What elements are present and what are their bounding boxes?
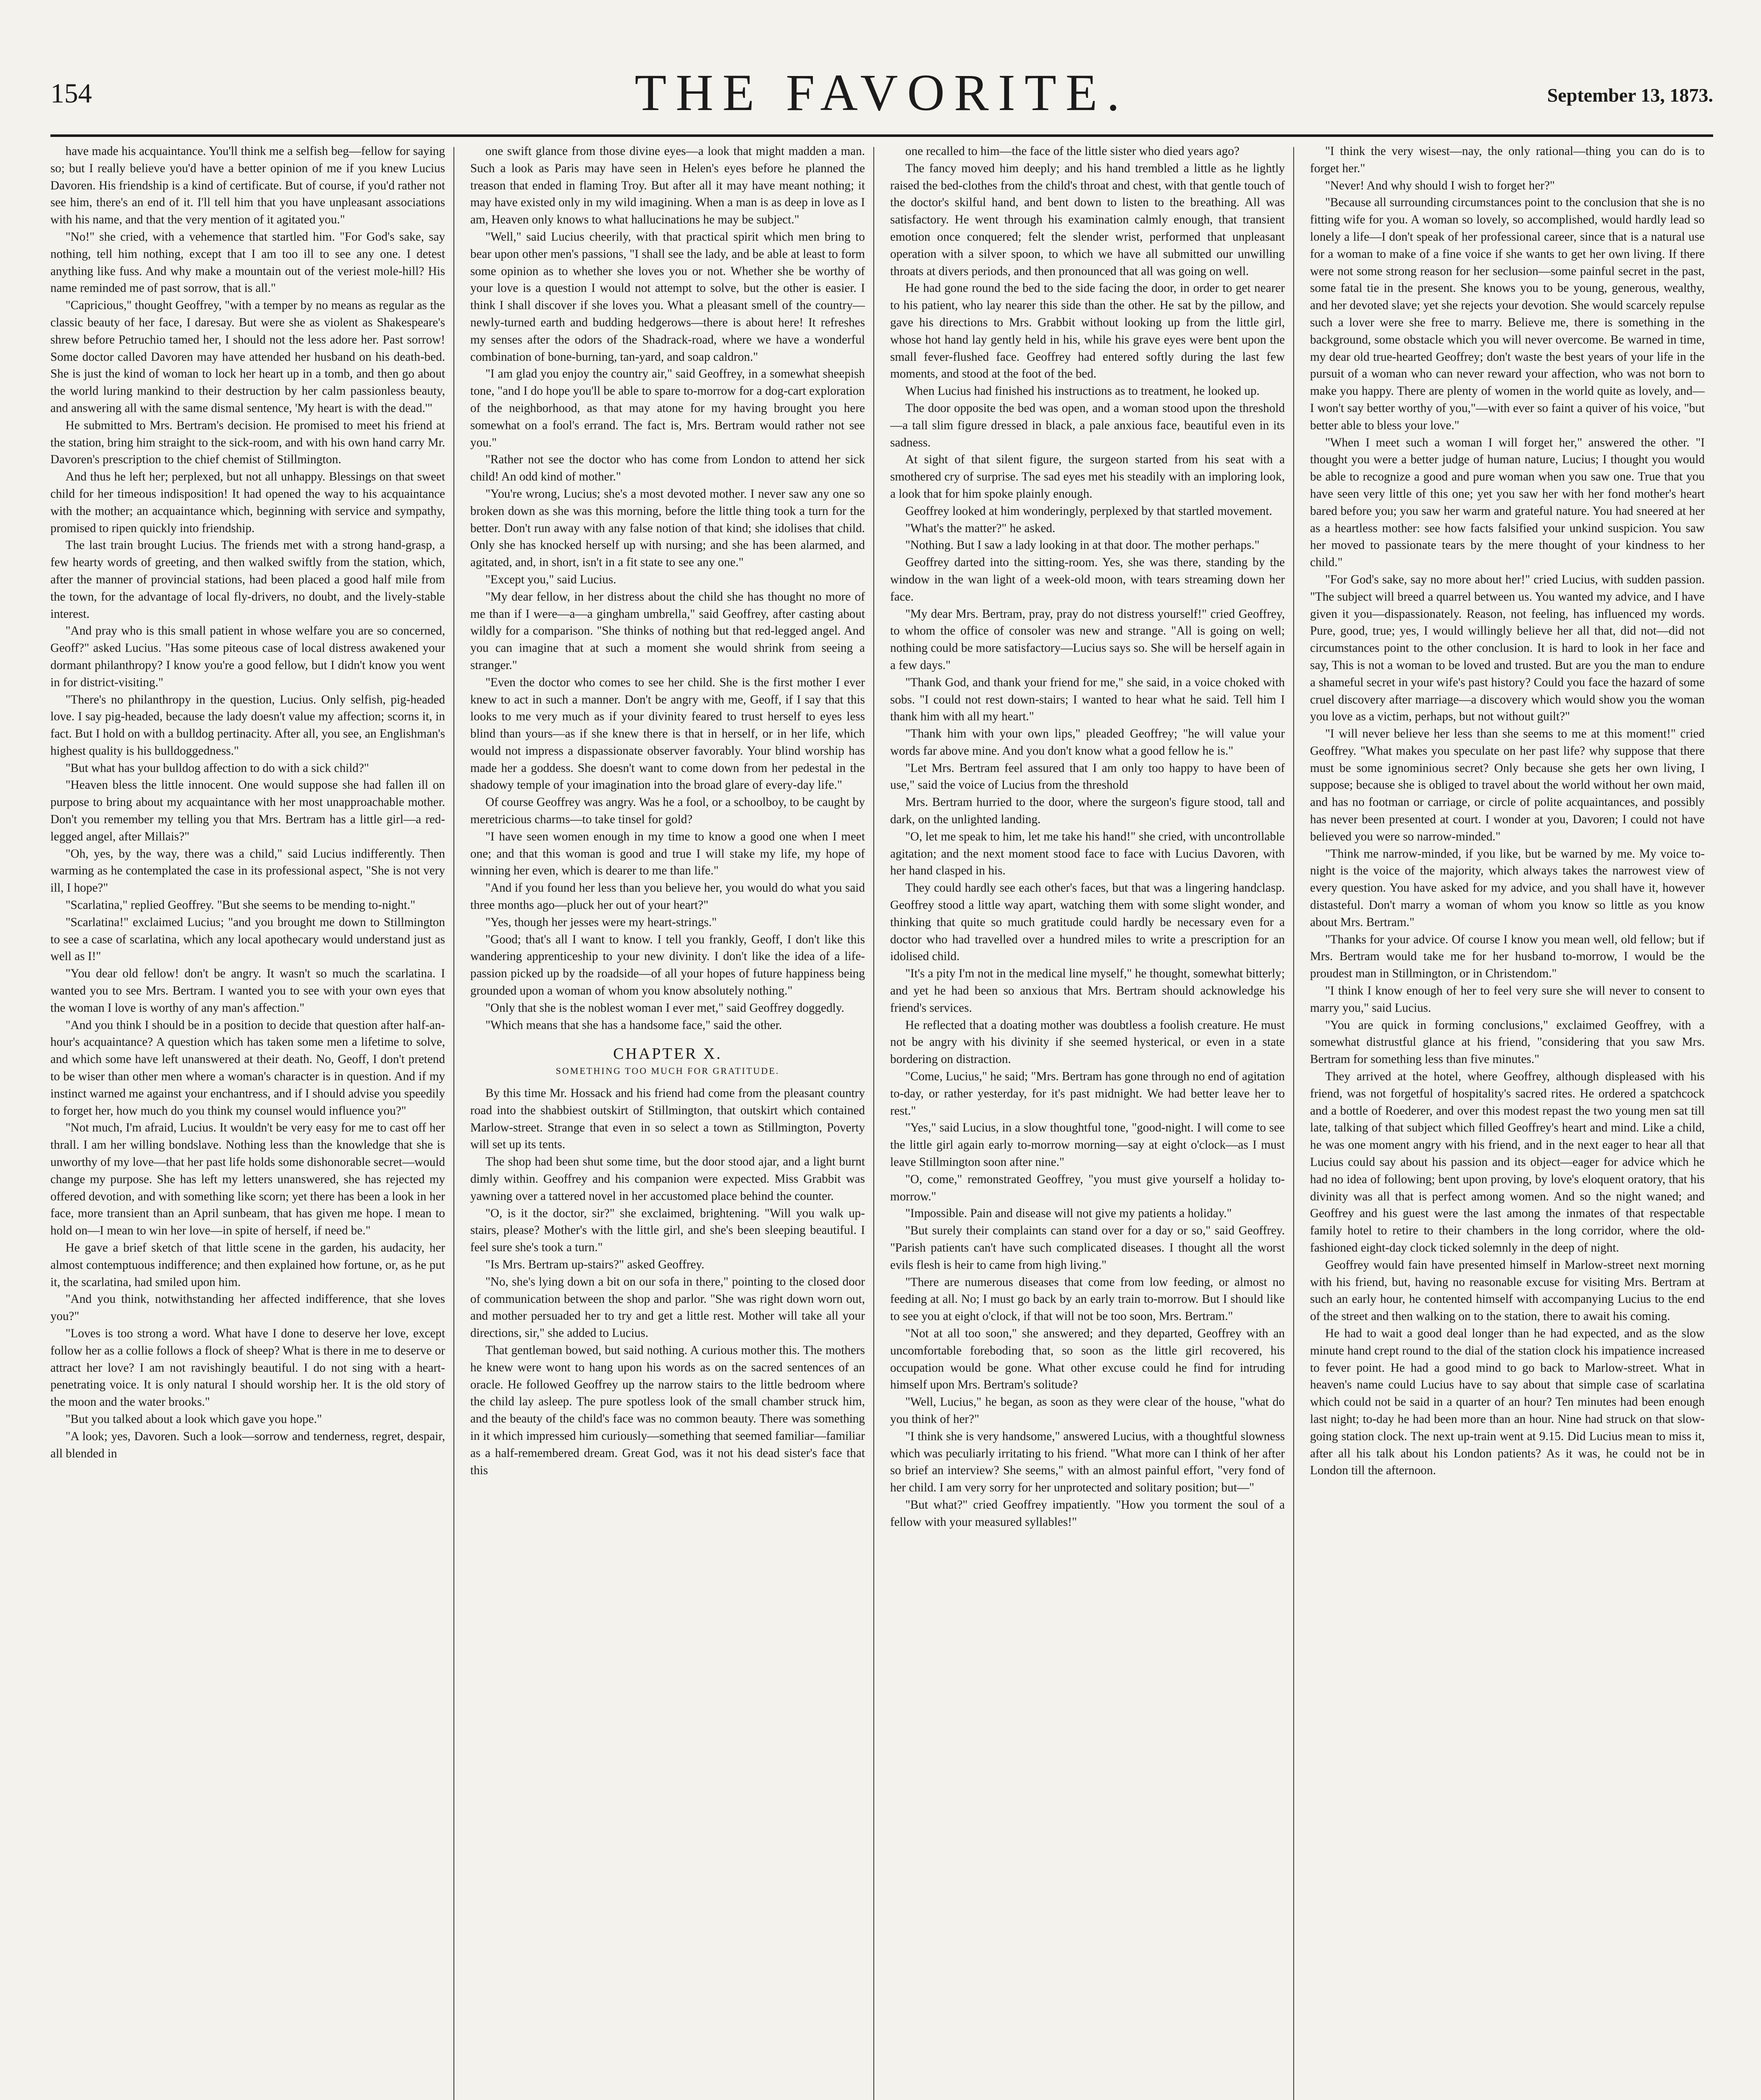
paragraph: He submitted to Mrs. Bertram's decision. He promised to meet his friend at the station, bring him straight to the sick-room, and with his own hand carry Mr. Davoren's prescription to the chief chemist of Stillmington. [50, 418, 445, 467]
paragraph: "Good; that's all I want to know. I tell you frankly, Geoff, I don't like this wandering apprenticeship to your new divinity. I don't like the idea of a life-passion picked up by the roadside—of all your hopes of future happiness being grounded upon a woman of whom you know absolutely nothing." [470, 932, 865, 998]
paragraph: "You dear old fellow! don't be angry. It wasn't so much the scarlatina. I wanted you to see Mrs. Bertram. I wanted you to see with your own eyes that the woman I love is worthy of any man's affection." [50, 967, 445, 1015]
paragraph: At sight of that silent figure, the surgeon started from his seat with a smothered cry of surprise. The sad eyes met his steadily with an imploring look, a look that for him spoke plainly enough. [890, 453, 1285, 501]
paragraph: That gentleman bowed, but said nothing. A curious mother this. The mothers he knew were wont to hang upon his words as on the sacred sentences of an oracle. He followed Geoffrey up the narrow stairs to the little bedroom where the child lay asleep. The pure spotless look of the small chamber struck him, and the beauty of the child's face was no common beauty. There was something in it which impressed him curiously—something that seemed familiar—familiar as a half-remembered dream. Great God, was it not his dead sister's face that this [470, 1343, 865, 1477]
paragraph: "Not at all too soon," she answered; and they departed, Geoffrey with an uncomfortable foreboding that, so soon as the little girl recovered, his occupation would be gone. What other excuse could he find for intruding himself upon Mrs. Bertram's solitude? [890, 1326, 1285, 1392]
issue-date: September 13, 1873. [1547, 84, 1713, 106]
paragraph: "But surely their complaints can stand over for a day or so," said Geoffrey. "Parish patients can't have such complicated diseases. I thought all the worst evils flesh is heir to came from high living." [890, 1224, 1285, 1272]
paragraph: "Capricious," thought Geoffrey, "with a temper by no means as regular as the classic beauty of her face, I daresay. But were she as violent as Shakespeare's shrew before Petruchio tamed her, I should not the less adore her. Past sorrow! Some doctor called Davoren may have attended her husband on his death-bed. She is just the kind of woman to lock her heart up in a tomb, and then go about the world luring mankind to their destruction by her calm passionless beauty, and answering all with the same dismal sentence, 'My heart is with the dead.'" [50, 299, 445, 415]
paragraph: He gave a brief sketch of that little scene in the garden, his audacity, her almost contemptuous indifference; and then explained how fortune, or, as he put it, the scarlatina, had smiled upon him. [50, 1241, 445, 1289]
paragraph: "Nothing. But I saw a lady looking in at that door. The mother perhaps." [905, 538, 1260, 552]
paragraph: "Scarlatina," replied Geoffrey. "But she seems to be mending to-night." [66, 898, 416, 912]
paragraph: "Is Mrs. Bertram up-stairs?" asked Geoffrey. [485, 1258, 705, 1271]
paragraph: "What's the matter?" he asked. [905, 521, 1056, 535]
paragraph: "My dear fellow, in her distress about the child she has thought no more of me than if I were—a—a gingham umbrella," said Geoffrey, after casting about wildly for a comparison. "She thinks of nothing but that red-legged angel. And you can imagine that at such a moment she would shrink from seeing a stranger." [470, 590, 865, 672]
paragraph: "You're wrong, Lucius; she's a most devoted mother. I never saw any one so broken down as she was this morning, before the little thing took a turn for the better. Don't run away with any false notion of that kind; she idolises that child. Only she has knocked herself up with nursing; and she has been alarmed, and agitated, and, in short, isn't in a fit state to see any one." [470, 487, 865, 570]
text-column-2 [470, 143, 865, 2100]
paragraph: one swift glance from those divine eyes—a look that might madden a man. Such a look as Paris may have seen in Helen's eyes before he planned the treason that ended in flaming Troy. But after all it may have meant nothing; it may have existed only in my wild imagining. When a man is as deep in love as I am, Heaven only knows to what hallucinations he may be subject." [470, 144, 865, 227]
paragraph: "Think me narrow-minded, if you like, but be warned by me. My voice to-night is the voice of the majority, which always takes the narrowest view of every question. You have asked for my advice, and you shall have it, however distasteful. Don't marry a woman of whom you know so little as you know about Mrs. Bertram." [1310, 847, 1705, 929]
paragraph: They arrived at the hotel, where Geoffrey, although displeased with his friend, was not forgetful of hospitality's sacred rites. He ordered a spatchcock and a bottle of Roederer, and over this modest repast the two young men sat till late, talking of that subject which filled Geoffrey's heart and mind. Like a child, he was one moment angry with his friend, and in the next eager to hear all that Lucius could say about his passion and its object—eager for advice which he had no idea of following; bent upon proving, by love's eloquent oratory, that his divinity was all that is perfect among women. And so the night waned; and Geoffrey and his guest were the last among the inmates of that respectable family hotel to retire to their chambers in the long corridor, where the old-fashioned eight-day clock ticked solemnly in the deep of night. [1310, 1070, 1705, 1255]
paragraph: "Impossible. Pain and disease will not give my patients a holiday." [905, 1207, 1232, 1221]
paragraph: "I think the very wisest—nay, the only rational—thing you can do is to forget her." [1310, 144, 1705, 175]
paragraph: "Which means that she has a handsome face," said the other. [485, 1018, 782, 1032]
paragraph: "Even the doctor who comes to see her child. She is the first mother I ever knew to act in such a manner. Don't be angry with me, Geoff, if I say that this looks to me very much as if your divinity feared to trust herself to eyes less blind than yours—as if she knew there is that in herself, or in her life, which would not impress a dispassionate observer favorably. Your blind worship has made her a goddess. She doesn't want to come down from her pedestal in the shadowy temple of your imagination into the broad glare of every-day life." [470, 675, 865, 792]
paragraph: "Thanks for your advice. Of course I know you mean well, old fellow; but if Mrs. Bertram would take me for her husband to-morrow, I would be the proudest man in Stillmington, or in Christendom." [1310, 932, 1705, 981]
paragraph: "No!" she cried, with a vehemence that startled him. "For God's sake, say nothing, tell him nothing, except that I am too ill to see any one. I detest anything like fuss. And why make a mountain out of the veriest mole-hill? His name reminded me of past sorrow, that is all." [50, 230, 445, 295]
paragraph: "Not much, I'm afraid, Lucius. It wouldn't be very easy for me to cast off her thrall. I am her willing bondslave. Nothing less than the knowledge that she is unworthy of my love—that her past life holds some dishonorable secret—would change my purpose. She has left my letters unanswered, she has rejected my offered devotion, and with something like scorn; yet there has been a look in her face, more transient than an April sunbeam, that has given me hope. I mean to hold on—I mean to win her love—in spite of herself, if need be." [50, 1121, 445, 1238]
paragraph: "For God's sake, say no more about her!" cried Lucius, with sudden passion. "The subject will breed a quarrel between us. You wanted my advice, and I have given it you—dispassionately. Reason, not feeling, has influenced my words. Pure, good, true; yes, I would willingly believe her all that, did not—did not circumstances point to the other conclusion. It is hard to look in her face and say, This is not a woman to be loved and trusted. But are you the man to endure a shameful secret in your wife's past history? Could you face the hazard of some cruel discovery after marriage—a discovery which would show you the woman you love as a victim, perhaps, but not without guilt?" [1310, 572, 1705, 724]
paragraph: He had to wait a good deal longer than he had expected, and as the slow minute hand crept round to the dial of the station clock his impatience increased to fever point. He had a good mind to go back to Marlow-street. What in heaven's name could Lucius have to say about that simple case of scarlatina which could not be said in a quarter of an hour? Ten minutes had been enough last night; to-day he had been more than an hour. Nine had struck on that slow-going station clock. The next up-train went at 9.15. Did Lucius mean to miss it, after all his talk about his London patients? As it was, he could not be in London till the afternoon. [1310, 1326, 1705, 1478]
masthead [50, 55, 1713, 143]
paragraph: "Oh, yes, by the way, there was a child," said Lucius indifferently. Then warming as he contemplated the case in its professional aspect, "She is not very ill, I hope?" [50, 847, 445, 895]
paragraph: "And if you found her less than you believe her, you would do what you said three months ago—pluck her out of your heart?" [470, 881, 865, 912]
paragraph: "But you talked about a look which gave you hope." [66, 1412, 322, 1426]
paragraph: "Let Mrs. Bertram feel assured that I am only too happy to have been of use," said the voice of Lucius from the threshold [890, 761, 1285, 792]
text-column-4 [1310, 143, 1705, 2100]
column-divider [453, 147, 454, 2100]
paragraph: By this time Mr. Hossack and his friend had come from the pleasant country road into the shabbiest outskirt of Stillmington, that outskirt which contained Marlow-street. Strange that even in so select a town as Stillmington, Poverty will set up its tents. [470, 1087, 865, 1152]
paragraph: "Well," said Lucius cheerily, with that practical spirit which men bring to bear upon other men's passions, "I shall see the lady, and be able at least to form some opinion as to whether she loves you or not. Whether she be worthy of your love is a question I would not attempt to solve, but the other is easier. I think I shall discover if she loves you. What a pleasant smell of the country—newly-turned earth and budding hedgerows—there is about here! It refreshes my senses after the odors of the Shadrack-road, where we have a wonderful combination of bone-burning, tan-yard, and soap caldron." [470, 230, 865, 364]
paragraph: "Except you," said Lucius. [485, 572, 616, 586]
text-column-3 [890, 143, 1285, 2100]
paragraph: Of course Geoffrey was angry. Was he a fool, or a schoolboy, to be caught by meretricious charms—to take tinsel for gold? [470, 795, 865, 827]
page-number: 154 [50, 78, 92, 109]
column-divider [873, 147, 874, 2100]
paragraph: "Rather not see the doctor who has come from London to attend her sick child! An odd kind of mother." [470, 453, 865, 484]
chapter-subtitle: SOMETHING TOO MUCH FOR GRATITUDE. [556, 1066, 780, 1076]
paragraph: The fancy moved him deeply; and his hand trembled a little as he lightly raised the bed-clothes from the child's throat and chest, with that gentle touch of the doctor's skilful hand, and bent down to listen to the breathing. All was satisfactory. He went through his examination calmly enough, that transient emotion once conquered; felt the slender wrist, performed that unpleasant operation with a silver spoon, to which we have all submitted our unwilling throats at divers periods, and then pronounced that all was going on well. [890, 161, 1285, 278]
publication-title: THE FAVORITE. [634, 64, 1129, 121]
paragraph: "Scarlatina!" exclaimed Lucius; "and you brought me down to Stillmington to see a case of scarlatina, which any local apothecary would understand just as well as I!" [50, 915, 445, 963]
paragraph: He had gone round the bed to the side facing the door, in order to get nearer to his patient, who lay nearer this side than the other. He sat by the pillow, and gave his directions to Mrs. Grabbit without looking up from the little girl, whose hot hand lay gently held in his, while his grave eyes were bent upon the small fever-flushed face. Geoffrey had entered softly during the last few moments, and stood at the foot of the bed. [890, 281, 1285, 381]
column-divider [1293, 147, 1294, 2100]
paragraph: "But what has your bulldog affection to do with a sick child?" [66, 761, 369, 775]
paragraph: one recalled to him—the face of the little sister who died years ago? [905, 144, 1240, 158]
paragraph: "I will never believe her less than she seems to me at this moment!" cried Geoffrey. "What makes you speculate on her past life? why suppose that there must be some ignominious secret? Only because she gets her own living, I suppose; because she is obliged to travel about the world without her own maid, and has no footman or carriage, or circle of polite acquaintances, and possibly has never been presented at court. I wonder at you, Davoren; I could not have believed you were so narrow-minded." [1310, 727, 1705, 843]
paragraph: "Yes, though her jesses were my heart-strings." [485, 915, 717, 929]
paragraph: "Thank God, and thank your friend for me," she said, in a voice choked with sobs. "I could not rest down-stairs; I wanted to hear what he said. Tell him I thank him with all my heart." [890, 675, 1285, 724]
paragraph: "Well, Lucius," he began, as soon as they were clear of the house, "what do you think of her?" [890, 1395, 1285, 1426]
paragraph: They could hardly see each other's faces, but that was a lingering handclasp. Geoffrey stood a little way apart, watching them with some slight wonder, and thinking that quite so much gratitude could hardly be necessary even for a doctor who had travelled over a hundred miles to write a prescription for an idolised child. [890, 881, 1285, 963]
paragraph: "I think she is very handsome," answered Lucius, with a thoughtful slowness which was peculiarly irritating to his friend. "What more can I think of her after so brief an interview? She seems," with an almost painful effort, "very fond of her child. I am very sorry for her unprotected and solitary position; but—" [890, 1429, 1285, 1495]
paragraph: Geoffrey looked at him wonderingly, perplexed by that startled movement. [905, 504, 1272, 518]
article-columns [50, 143, 1713, 2100]
paragraph: "O, come," remonstrated Geoffrey, "you must give yourself a holiday to-morrow." [890, 1172, 1285, 1203]
paragraph: "Never! And why should I wish to forget her?" [1325, 178, 1555, 192]
paragraph: "O, let me speak to him, let me take his hand!" she cried, with uncontrollable agitation; and the next moment stood face to face with Lucius Davoren, with her hand clasped in his. [890, 830, 1285, 878]
paragraph: "And you think, notwithstanding her affected indifference, that she loves you?" [50, 1292, 445, 1323]
paragraph: When Lucius had finished his instructions as to treatment, he looked up. [905, 384, 1260, 398]
paragraph: "But what?" cried Geoffrey impatiently. "How you torment the soul of a fellow with your measured syllables!" [890, 1498, 1285, 1529]
masthead-rule [50, 134, 1713, 137]
paragraph: The door opposite the bed was open, and a woman stood upon the threshold—a tall slim figure dressed in black, a pale anxious face, beautiful even in its sadness. [890, 401, 1285, 449]
paragraph: "And you think I should be in a position to decide that question after half-an-hour's acquaintance? A question which has taken some men a lifetime to solve, and which some have left unanswered at their death. No, Geoff, I don't pretend to be wiser than other men where a woman's character is in question. And if my instinct warned me against your enchantress, and if I should advise you speedily to forget her, how much do you think my counsel would influence you?" [50, 1018, 445, 1118]
chapter-heading: CHAPTER X. [613, 1045, 722, 1063]
paragraph: And thus he left her; perplexed, but not all unhappy. Blessings on that sweet child for her timeous indisposition! It had opened the way to his acquaintance with the mother; an acquaintance which, beginning with service and sympathy, promised to ripen quickly into friendship. [50, 470, 445, 535]
paragraph: "I have seen women enough in my time to know a good one when I meet one; and that this woman is good and true I will stake my life, my hope of winning her even, which is dearer to me than life." [470, 830, 865, 878]
paragraph: "O, is it the doctor, sir?" she exclaimed, brightening. "Will you walk up-stairs, please? Mother's with the little girl, and she's been sleeping beautiful. I feel sure she's took a turn." [470, 1206, 865, 1255]
paragraph: "Only that she is the noblest woman I ever met," said Geoffrey doggedly. [485, 1001, 844, 1015]
paragraph: "My dear Mrs. Bertram, pray, pray do not distress yourself!" cried Geoffrey, to whom the office of consoler was new and strange. "All is going on well; nothing could be more satisfactory—Lucius says so. She will be herself again in a few days." [890, 607, 1285, 672]
paragraph: "Thank him with your own lips," pleaded Geoffrey; "he will value your words far above mine. And you don't know what a good fellow he is." [890, 727, 1285, 758]
paragraph: "Because all surrounding circumstances point to the conclusion that she is no fitting wife for you. A woman so lovely, so accomplished, would hardly lead so lonely a life—I don't speak of her professional career, since that is a natural use for a woman to make of a fine voice if she wants to get her own living. If there were not some strong reason for her seclusion—some painful secret in the past, some fatal tie in the present. She knows you to be young, generous, wealthy, and her devoted slave; yet she rejects your devotion. She would scarcely repulse such a lover were she free to marry. Believe me, there is something in the background, some obstacle which you will never overcome. Be warned in time, my dear old true-hearted Geoffrey; don't waste the best years of your life in the pursuit of a woman who can never reward your affection, who was not born to make you happy. There are plenty of women in the world quite as lovely, and—I won't say better worthy of you,"—with ever so faint a quiver of his voice, "but better able to bless your love." [1310, 196, 1705, 432]
paragraph: "Heaven bless the little innocent. One would suppose she had fallen ill on purpose to bring about my acquaintance with her most unapproachable mother. Don't you remember my telling you that Mrs. Bertram has a little girl—a red-legged angel, after Millais?" [50, 778, 445, 843]
paragraph: "When I meet such a woman I will forget her," answered the other. "I thought you were a better judge of human nature, Lucius; I thought you would be able to recognize a good and pure woman when you saw one. True that you have seen very little of this one; yet you saw her with her fond mother's heart bared before you; you saw her warm and grateful nature. You had sneered at her as a heartless mother: see how facts falsified your unkind suspicion. You saw her moved to passionate tears by the mere thought of your kindness to her child." [1310, 436, 1705, 570]
paragraph: Geoffrey darted into the sitting-room. Yes, she was there, standing by the window in the wan light of a week-old moon, with tears streaming down her face. [890, 556, 1285, 604]
paragraph: "I think I know enough of her to feel very sure she will never to consent to marry you," said Lucius. [1310, 984, 1705, 1015]
paragraph: "And pray who is this small patient in whose welfare you are so concerned, Geoff?" asked Lucius. "Has some piteous case of local distress awakened your dormant philanthropy? I know you're a good fellow, but I didn't know you went in for district-visiting." [50, 624, 445, 689]
paragraph: Mrs. Bertram hurried to the door, where the surgeon's figure stood, tall and dark, on the unlighted landing. [890, 795, 1285, 827]
paragraph: "A look; yes, Davoren. Such a look—sorrow and tenderness, regret, despair, all blended in [50, 1429, 445, 1460]
text-column-1 [50, 143, 445, 2100]
paragraph: "I am glad you enjoy the country air," said Geoffrey, in a somewhat sheepish tone, "and I do hope you'll be able to spare to-morrow for a dog-cart exploration of the neighborhood, as that may atone for my having brought you here somewhat on a fool's errand. The fact is, Mrs. Bertram would rather not see you." [470, 367, 865, 449]
paragraph: "Come, Lucius," he said; "Mrs. Bertram has gone through no end of agitation to-day, or rather yesterday, for it's past midnight. We had better leave her to rest." [890, 1070, 1285, 1118]
paragraph: "It's a pity I'm not in the medical line myself," he thought, somewhat bitterly; and yet he had been so anxious that Mrs. Bertram should acknowledge his friend's services. [890, 967, 1285, 1015]
paragraph: Geoffrey would fain have presented himself in Marlow-street next morning with his friend, but, having no reasonable excuse for visiting Mrs. Bertram at such an early hour, he contented himself with accompanying Lucius to the end of the street and then walking on to the station, there to await his coming. [1310, 1258, 1705, 1323]
paragraph: "You are quick in forming conclusions," exclaimed Geoffrey, with a somewhat distrustful glance at his friend, "considering that you saw Mrs. Bertram for something less than five minutes." [1310, 1018, 1705, 1066]
paragraph: "Yes," said Lucius, in a slow thoughtful tone, "good-night. I will come to see the little girl again early to-morrow morning—say at eight o'clock—as I must leave Stillmington soon after nine." [890, 1121, 1285, 1169]
paragraph: The shop had been shut some time, but the door stood ajar, and a light burnt dimly within. Geoffrey and his companion were expected. Miss Grabbit was yawning over a tattered novel in her accustomed place behind the counter. [470, 1155, 865, 1203]
paragraph: "Loves is too strong a word. What have I done to deserve her love, except follow her as a collie follows a flock of sheep? What is there in me to deserve or attract her love? I am not ravishingly beautiful. I do not sing with a heart-penetrating voice. It is only natural I should worship her. It is the old story of the moon and the water brooks." [50, 1326, 445, 1409]
paragraph: have made his acquaintance. You'll think me a selfish beg—fellow for saying so; but I really believe you'd have a better opinion of me if you knew Lucius Davoren. His friendship is a kind of certificate. But of course, if you'd rather not see him, there's an end of it. I'll tell him that you have unpleasant associations with his name, and that the very mention of it agitated you." [50, 144, 445, 227]
paragraph: The last train brought Lucius. The friends met with a strong hand-grasp, a few hearty words of greeting, and then walked swiftly from the station, which, after the manner of provincial stations, had been placed a good half mile from the town, for the advantage of local fly-drivers, no doubt, and the lively-stable interest. [50, 538, 445, 621]
paragraph: "There are numerous diseases that come from low feeding, or almost no feeding at all. No; I must go back by an early train to-morrow. But I should like to see you at eight o'clock, if that will not be too soon, Mrs. Bertram." [890, 1275, 1285, 1323]
paragraph: "There's no philanthropy in the question, Lucius. Only selfish, pig-headed love. I say pig-headed, because the lady doesn't value my affection; scorns it, in fact. But I hold on with a bulldog pertinacity. After all, you see, an Englishman's highest quality is his bulldoggedness." [50, 693, 445, 758]
paragraph: He reflected that a doating mother was doubtless a foolish creature. He must not be angry with his divinity if she seemed hysterical, or even in a state bordering on distraction. [890, 1018, 1285, 1066]
paragraph: "No, she's lying down a bit on our sofa in there," pointing to the closed door of communication between the shop and parlor. "She was right down worn out, and mother persuaded her to try and get a little rest. Mother will take all your directions, sir," she added to Lucius. [470, 1275, 865, 1340]
